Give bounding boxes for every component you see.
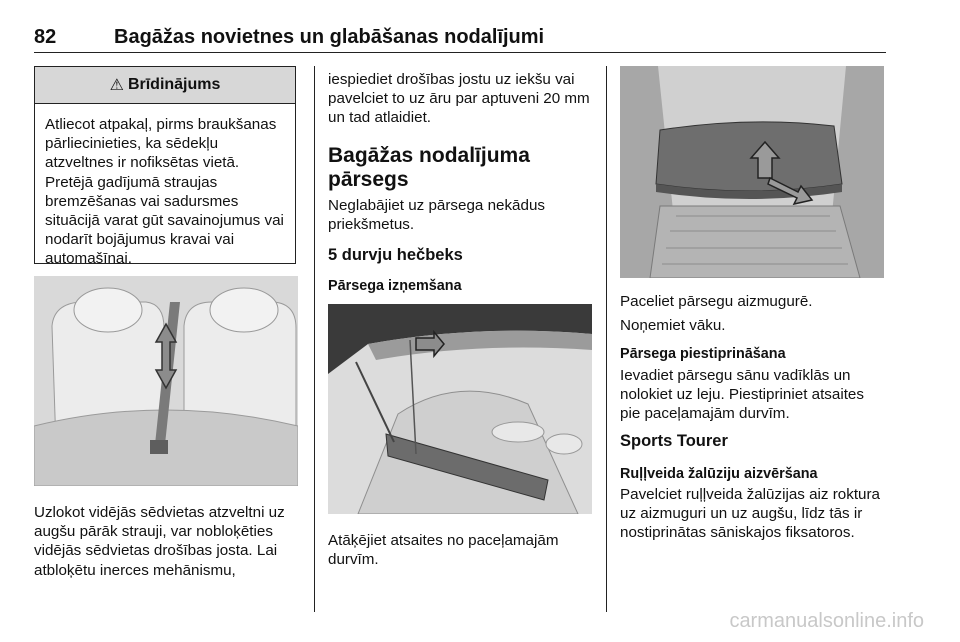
install-title: Pārsega piestiprināšana — [620, 346, 786, 362]
warning-text: Atliecot atpakaļ, pirms braukšanas pārliecinieties, ka sēdekļu atzveltnes ir nofiksētas vietā. Pretējā gadījumā straujas bremzēšanas vai sadursmes situācijā varat gūt savainojumus vai nodarīt bojājumus kravai vai automašīnai. — [45, 116, 284, 268]
install-text: Ievadiet pārsegu sānu vadīklās un nolokiet uz leju. Piestipriniet atsaites pie paceļamajām durvīm. — [620, 367, 864, 423]
seat-belt-caption: Uzlokot vidējās sēdvietas atzveltni uz augšu pārāk strauji, var nobloķēties vidējās sēdvietas drošības josta. Lai atbloķētu inerces mehānismu, — [34, 504, 285, 579]
continuation-text: iespiediet drošības jostu uz iekšu vai pavelciet to uz āru par aptuveni 20 mm un tad atlaidiet. — [328, 71, 590, 127]
page-number: 82 — [34, 26, 57, 48]
step-remove-cover: Noņemiet vāku. — [620, 317, 726, 334]
header-divider — [34, 52, 886, 53]
cargo-cover-illustration — [620, 66, 884, 278]
removal-title: Pārsega izņemšana — [328, 278, 462, 294]
watermark: carmanualsonline.info — [729, 610, 924, 632]
tether-caption: Atāķējiet atsaites no paceļamajām durvīm. — [328, 532, 559, 569]
blind-close-title: Ruļļveida žalūziju aizvēršana — [620, 466, 818, 482]
warning-triangle-icon: ⚠ — [109, 77, 124, 94]
section-text: Neglabājiet uz pārsega nekādus priekšmetus. — [328, 197, 545, 234]
column-divider-2 — [606, 66, 607, 612]
page-title: Bagāžas novietnes un glabāšanas nodalījumi — [114, 26, 545, 48]
rear-seat-belt-illustration — [34, 276, 298, 486]
blind-close-text: Pavelciet ruļļveida žalūzijas aiz roktura uz aizmuguri un uz augšu, līdz tās ir nostiprinātas sāniskajos fiksatoros. — [620, 486, 880, 542]
step-lift-cover: Paceliet pārsegu aizmugurē. — [620, 293, 813, 310]
sports-tourer-title: Sports Tourer — [620, 432, 728, 450]
column-divider-1 — [314, 66, 315, 612]
section-title: Bagāžas nodalījuma pārsegs — [328, 144, 530, 191]
warning-box — [34, 66, 296, 268]
subsection-title: 5 durvju hečbeks — [328, 246, 463, 264]
warning-header — [35, 67, 295, 104]
tailgate-cover-illustration — [328, 304, 592, 514]
warning-title: Brīdinājums — [127, 76, 221, 93]
